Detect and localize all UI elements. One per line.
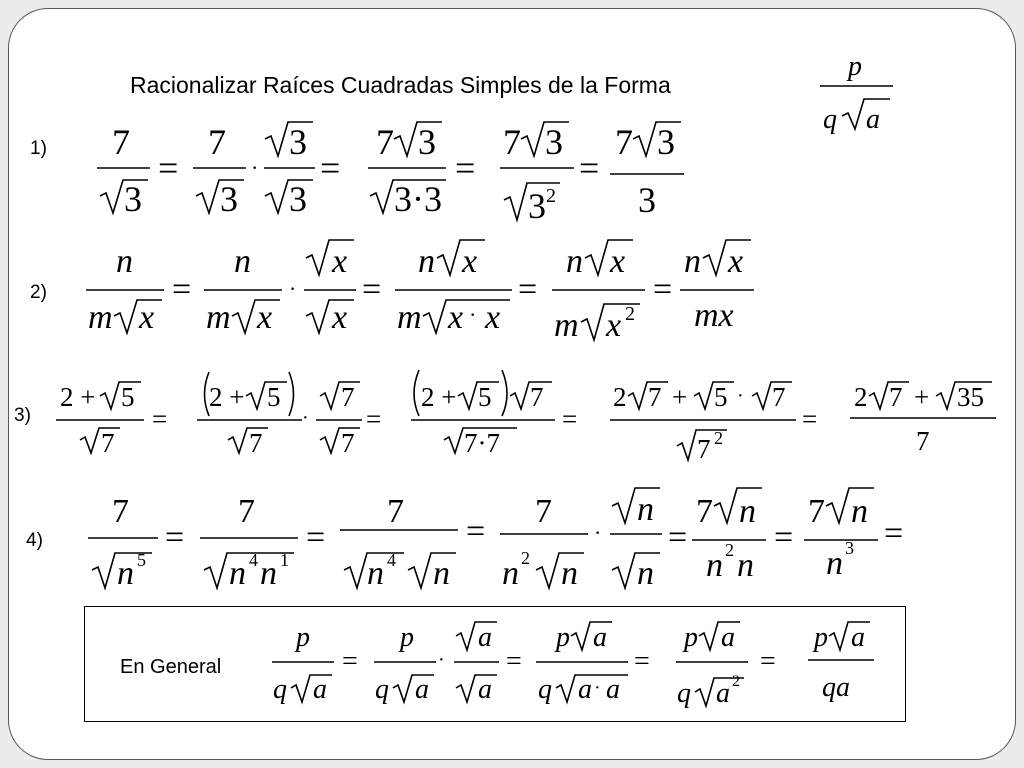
svg-text:x: x <box>606 307 622 344</box>
svg-text:n: n <box>502 555 519 592</box>
title-formula <box>820 51 893 135</box>
svg-text:4: 4 <box>249 550 258 570</box>
svg-text:2: 2 <box>546 185 556 207</box>
page-title: Racionalizar Raíces Cuadradas Simples de la Forma <box>130 72 671 98</box>
svg-text:=: = <box>774 519 794 556</box>
svg-text:5: 5 <box>478 382 492 412</box>
svg-text:4: 4 <box>387 550 396 570</box>
svg-text:7: 7 <box>249 428 263 458</box>
svg-text:mx: mx <box>694 297 734 334</box>
svg-text:a: a <box>415 674 429 705</box>
svg-text:=: = <box>579 148 600 188</box>
svg-text:·: · <box>594 520 602 545</box>
svg-text:7: 7 <box>341 382 355 412</box>
svg-text:n: n <box>229 555 246 592</box>
svg-text:=: = <box>506 646 522 677</box>
svg-text:2: 2 <box>725 540 734 560</box>
svg-text:5: 5 <box>137 550 146 570</box>
svg-text:=: = <box>165 519 185 556</box>
svg-text:7: 7 <box>341 428 355 458</box>
svg-text:3: 3 <box>545 122 563 162</box>
example-4-math <box>88 488 903 592</box>
example-3-math <box>56 370 996 464</box>
svg-text:7: 7 <box>238 493 255 530</box>
svg-text:1: 1 <box>280 550 289 570</box>
svg-text:x: x <box>728 243 744 280</box>
svg-text:x: x <box>139 299 155 336</box>
svg-text:·: · <box>251 155 259 180</box>
svg-text:·: · <box>302 407 309 429</box>
svg-text:n: n <box>826 545 843 582</box>
svg-text:a: a <box>578 674 592 705</box>
svg-text:·: · <box>594 677 601 699</box>
svg-text:7: 7 <box>530 382 544 412</box>
general-math <box>272 622 874 709</box>
svg-text:3: 3 <box>845 538 854 558</box>
svg-text:p: p <box>848 51 862 82</box>
svg-text:a: a <box>313 674 327 705</box>
svg-text:=: = <box>518 271 538 308</box>
svg-text:n: n <box>234 243 251 280</box>
svg-text:·: · <box>469 302 477 327</box>
svg-text:=: = <box>342 646 358 677</box>
svg-text:=: = <box>320 148 341 188</box>
svg-text:+: + <box>914 382 930 412</box>
svg-text:p: p <box>400 622 414 653</box>
svg-text:=: = <box>152 404 168 434</box>
svg-text:x: x <box>332 299 348 336</box>
svg-text:7: 7 <box>376 122 394 162</box>
svg-text:n: n <box>367 555 384 592</box>
svg-text:q: q <box>375 674 389 705</box>
general-label: En General <box>120 656 222 678</box>
svg-text:7·7: 7·7 <box>464 428 500 458</box>
example-label-2: 2) <box>30 282 47 303</box>
svg-text:n: n <box>561 555 578 592</box>
svg-text:n: n <box>566 243 583 280</box>
svg-text:7: 7 <box>615 122 633 162</box>
svg-text:7: 7 <box>772 382 786 412</box>
svg-text:n: n <box>260 555 277 592</box>
svg-text:5: 5 <box>121 382 135 412</box>
example-2-math <box>86 240 754 344</box>
svg-text:=: = <box>802 404 818 434</box>
svg-text:n: n <box>433 555 450 592</box>
svg-text:3: 3 <box>124 179 142 219</box>
svg-text:+: + <box>672 382 688 412</box>
svg-text:a: a <box>851 622 865 653</box>
svg-text:35: 35 <box>957 382 984 412</box>
svg-text:=: = <box>668 519 688 556</box>
svg-text:=: = <box>306 519 326 556</box>
svg-text:3: 3 <box>638 180 656 220</box>
svg-text:·: · <box>737 385 744 407</box>
svg-text:=: = <box>366 404 382 434</box>
svg-text:a: a <box>606 674 620 705</box>
svg-text:=: = <box>884 515 904 552</box>
svg-text:a: a <box>866 104 880 135</box>
svg-text:2 +: 2 + <box>60 382 96 412</box>
svg-text:2: 2 <box>854 382 868 412</box>
svg-text:2 +: 2 + <box>421 382 457 412</box>
svg-text:7: 7 <box>112 493 129 530</box>
svg-text:x: x <box>610 243 626 280</box>
svg-text:a: a <box>478 674 492 705</box>
svg-text:n: n <box>637 491 654 528</box>
svg-text:3: 3 <box>289 122 307 162</box>
svg-text:p: p <box>684 622 698 653</box>
svg-text:x: x <box>257 299 273 336</box>
svg-text:a: a <box>721 622 735 653</box>
svg-text:n: n <box>851 493 868 530</box>
svg-text:=: = <box>653 271 673 308</box>
svg-text:7: 7 <box>916 426 930 456</box>
svg-text:x: x <box>485 299 501 336</box>
svg-text:p: p <box>814 622 828 653</box>
svg-text:a: a <box>478 622 492 653</box>
svg-text:·: · <box>289 276 297 301</box>
svg-text:7: 7 <box>697 434 711 464</box>
svg-text:2: 2 <box>521 548 530 568</box>
svg-text:=: = <box>466 513 486 550</box>
svg-text:a: a <box>716 678 730 709</box>
svg-text:2: 2 <box>714 428 723 448</box>
svg-text:q: q <box>538 674 552 705</box>
svg-text:7: 7 <box>503 122 521 162</box>
example-label-3: 3) <box>14 405 31 426</box>
svg-text:=: = <box>562 404 578 434</box>
svg-text:n: n <box>637 555 654 592</box>
svg-text:n: n <box>739 493 756 530</box>
svg-text:3: 3 <box>528 186 546 226</box>
svg-text:=: = <box>158 148 179 188</box>
svg-text:·: · <box>438 649 445 671</box>
svg-text:q: q <box>823 104 837 135</box>
svg-text:=: = <box>455 148 476 188</box>
svg-text:m: m <box>554 307 579 344</box>
example-label-4: 4) <box>26 530 43 551</box>
svg-text:7: 7 <box>101 428 115 458</box>
svg-text:=: = <box>362 271 382 308</box>
svg-text:3·3: 3·3 <box>394 179 442 219</box>
svg-text:a: a <box>593 622 607 653</box>
svg-text:7: 7 <box>889 382 903 412</box>
svg-text:n: n <box>418 243 435 280</box>
svg-text:7: 7 <box>387 493 404 530</box>
svg-text:n: n <box>737 547 754 584</box>
svg-text:n: n <box>684 243 701 280</box>
svg-text:qa: qa <box>822 672 850 703</box>
svg-text:5: 5 <box>267 382 281 412</box>
svg-text:7: 7 <box>208 122 226 162</box>
svg-text:=: = <box>634 646 650 677</box>
svg-text:m: m <box>206 299 231 336</box>
svg-text:=: = <box>172 271 192 308</box>
svg-text:=: = <box>760 646 776 677</box>
example-label-1: 1) <box>30 138 47 159</box>
svg-text:7: 7 <box>535 493 552 530</box>
svg-text:m: m <box>397 299 422 336</box>
svg-text:7: 7 <box>808 493 825 530</box>
svg-text:5: 5 <box>714 382 728 412</box>
svg-text:2 +: 2 + <box>209 382 245 412</box>
svg-text:2: 2 <box>732 673 740 690</box>
svg-text:3: 3 <box>418 122 436 162</box>
svg-text:7: 7 <box>648 382 662 412</box>
svg-text:2: 2 <box>625 303 635 325</box>
svg-text:p: p <box>296 622 310 653</box>
svg-text:n: n <box>706 547 723 584</box>
svg-text:x: x <box>462 243 478 280</box>
svg-text:3: 3 <box>289 179 307 219</box>
svg-text:7: 7 <box>696 493 713 530</box>
svg-text:x: x <box>332 243 348 280</box>
svg-text:m: m <box>88 299 113 336</box>
svg-text:p: p <box>556 622 570 653</box>
svg-text:n: n <box>117 555 134 592</box>
svg-text:3: 3 <box>657 122 675 162</box>
svg-text:n: n <box>116 243 133 280</box>
example-1-math <box>97 122 684 226</box>
svg-text:x: x <box>448 299 464 336</box>
svg-text:3: 3 <box>220 179 238 219</box>
svg-text:7: 7 <box>112 122 130 162</box>
svg-text:q: q <box>273 674 287 705</box>
svg-text:2: 2 <box>613 382 627 412</box>
svg-text:q: q <box>677 678 691 709</box>
